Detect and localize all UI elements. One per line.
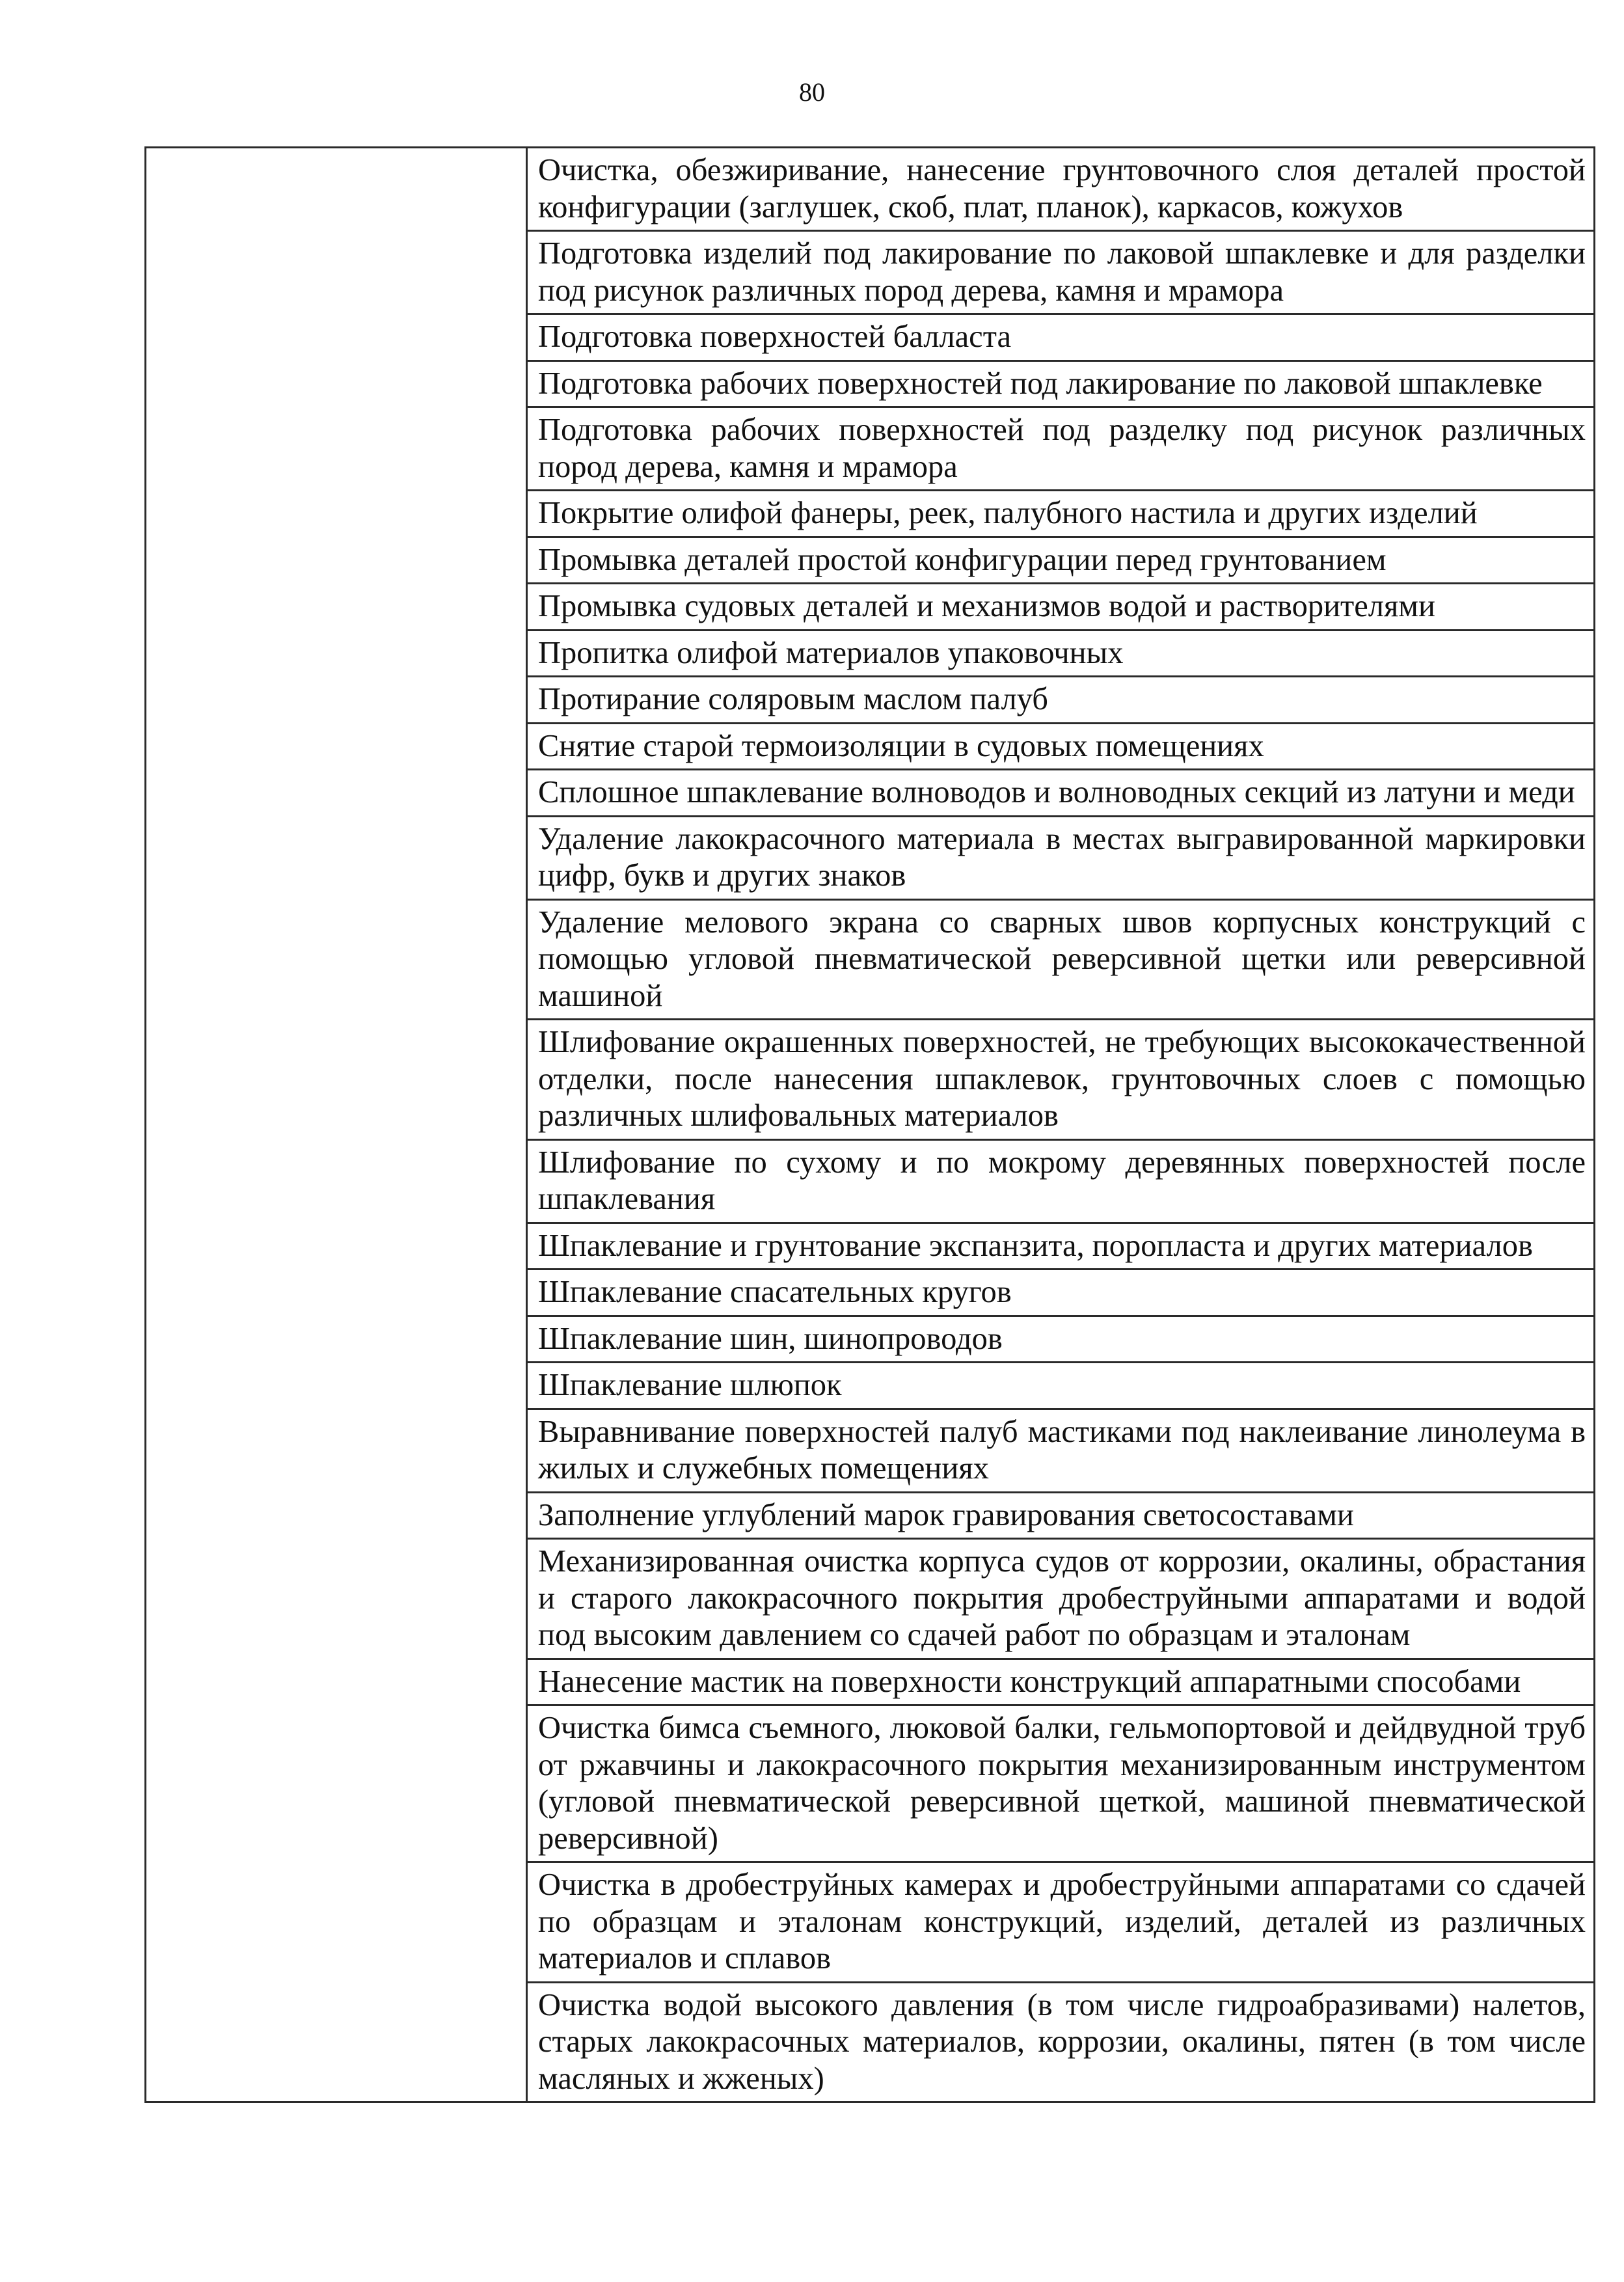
row-text: Нанесение мастик на поверхности конструкций аппаратными способами bbox=[538, 1664, 1521, 1699]
row-text: Шпаклевание спасательных кругов bbox=[538, 1275, 1012, 1309]
table-cell bbox=[527, 148, 1595, 231]
table-cell bbox=[527, 630, 1595, 677]
table-cell bbox=[527, 677, 1595, 724]
row-text: Удаление лакокрасочного материала в местах выгравированной маркировки цифр, букв и других знаков bbox=[538, 821, 1586, 893]
table-cell bbox=[527, 1659, 1595, 1705]
table-cell bbox=[527, 770, 1595, 817]
row-text: Шпаклевание шин, шинопроводов bbox=[538, 1321, 1003, 1356]
row-text: Очистка водой высокого давления (в том числе гидроабразивами) налетов, старых лакокрасочных материалов, коррозии, окалины, пятен (в том числе масляных и жженых) bbox=[538, 1987, 1586, 2096]
row-text: Удаление мелового экрана со сварных швов корпусных конструкций с помощью угловой пневматической реверсивной щетки или реверсивной машиной bbox=[538, 904, 1586, 1013]
row-text: Покрытие олифой фанеры, реек, палубного настила и других изделий bbox=[538, 496, 1478, 530]
table-cell bbox=[527, 537, 1595, 584]
row-text: Заполнение углублений марок гравирования светосоставами bbox=[538, 1497, 1354, 1532]
table-cell bbox=[527, 407, 1595, 491]
table-cell bbox=[527, 723, 1595, 770]
row-text: Механизированная очистка корпуса судов от коррозии, окалины, обрастания и старого лакокрасочного покрытия дробеструйными аппаратами и водой под высоким давлением со сдачей работ по образцам и эталонам bbox=[538, 1544, 1586, 1652]
table-cell bbox=[527, 1139, 1595, 1223]
row-text: Очистка, обезжиривание, нанесение грунтовочного слоя деталей простой конфигурации (заглушек, скоб, плат, планок), каркасов, кожухов bbox=[538, 153, 1586, 224]
left-column-cell bbox=[146, 148, 527, 2102]
row-text: Подготовка поверхностей балласта bbox=[538, 319, 1012, 354]
table-cell bbox=[527, 1862, 1595, 1983]
table-cell bbox=[527, 816, 1595, 899]
table-cell bbox=[527, 1492, 1595, 1539]
table-cell bbox=[527, 314, 1595, 361]
table-cell bbox=[527, 231, 1595, 314]
table-cell bbox=[527, 1270, 1595, 1316]
row-text: Выравнивание поверхностей палуб мастиками под наклеивание линолеума в жилых и служебных помещениях bbox=[538, 1414, 1586, 1486]
table-cell bbox=[527, 899, 1595, 1020]
work-types-table bbox=[144, 146, 1595, 2103]
table-cell bbox=[527, 491, 1595, 537]
table-cell bbox=[527, 1539, 1595, 1659]
table-cell bbox=[527, 1363, 1595, 1409]
row-text: Очистка бимса съемного, люковой балки, гельмопортовой и дейдвудной труб от ржавчины и лакокрасочного покрытия механизированным инструментом (угловой пневматической реверсивной щеткой, машиной пневматической реверсивной) bbox=[538, 1711, 1586, 1856]
page-number: 80 bbox=[799, 77, 825, 107]
row-text: Подготовка изделий под лакирование по лаковой шпаклевке и для разделки под рисунок различных пород дерева, камня и мрамора bbox=[538, 236, 1586, 308]
row-text: Промывка судовых деталей и механизмов водой и растворителями bbox=[538, 589, 1435, 623]
table-cell bbox=[527, 1223, 1595, 1270]
row-text: Снятие старой термоизоляции в судовых помещениях bbox=[538, 728, 1264, 763]
table-cell bbox=[527, 1316, 1595, 1363]
table-cell bbox=[527, 1409, 1595, 1492]
row-text: Подготовка рабочих поверхностей под лакирование по лаковой шпаклевке bbox=[538, 366, 1543, 401]
table-cell bbox=[527, 1705, 1595, 1862]
row-text: Шлифование по сухому и по мокрому деревянных поверхностей после шпаклевания bbox=[538, 1145, 1586, 1216]
row-text: Подготовка рабочих поверхностей под разделку под рисунок различных пород дерева, камня и мрамора bbox=[538, 413, 1586, 484]
table-cell bbox=[527, 1982, 1595, 2102]
table-row bbox=[146, 148, 1595, 231]
row-text: Шпаклевание шлюпок bbox=[538, 1368, 842, 1402]
table-cell bbox=[527, 1020, 1595, 1140]
table-cell bbox=[527, 584, 1595, 631]
table-cell bbox=[527, 360, 1595, 407]
table-body bbox=[146, 148, 1595, 2102]
row-text: Сплошное шпаклевание волноводов и волноводных секций из латуни и меди bbox=[538, 775, 1575, 809]
row-text: Пропитка олифой материалов упаковочных bbox=[538, 635, 1124, 670]
row-text: Шпаклевание и грунтование экспанзита, поропласта и других материалов bbox=[538, 1228, 1533, 1263]
row-text: Очистка в дробеструйных камерах и дробеструйными аппаратами со сдачей по образцам и эталонам конструкций, изделий, деталей из различных материалов и сплавов bbox=[538, 1868, 1586, 1976]
row-text: Протирание соляровым маслом палуб bbox=[538, 682, 1048, 716]
row-text: Промывка деталей простой конфигурации перед грунтованием bbox=[538, 542, 1387, 577]
row-text: Шлифование окрашенных поверхностей, не требующих высококачественной отделки, после нанесения шпаклевок, грунтовочных слоев с помощью различных шлифовальных материалов bbox=[538, 1025, 1586, 1133]
